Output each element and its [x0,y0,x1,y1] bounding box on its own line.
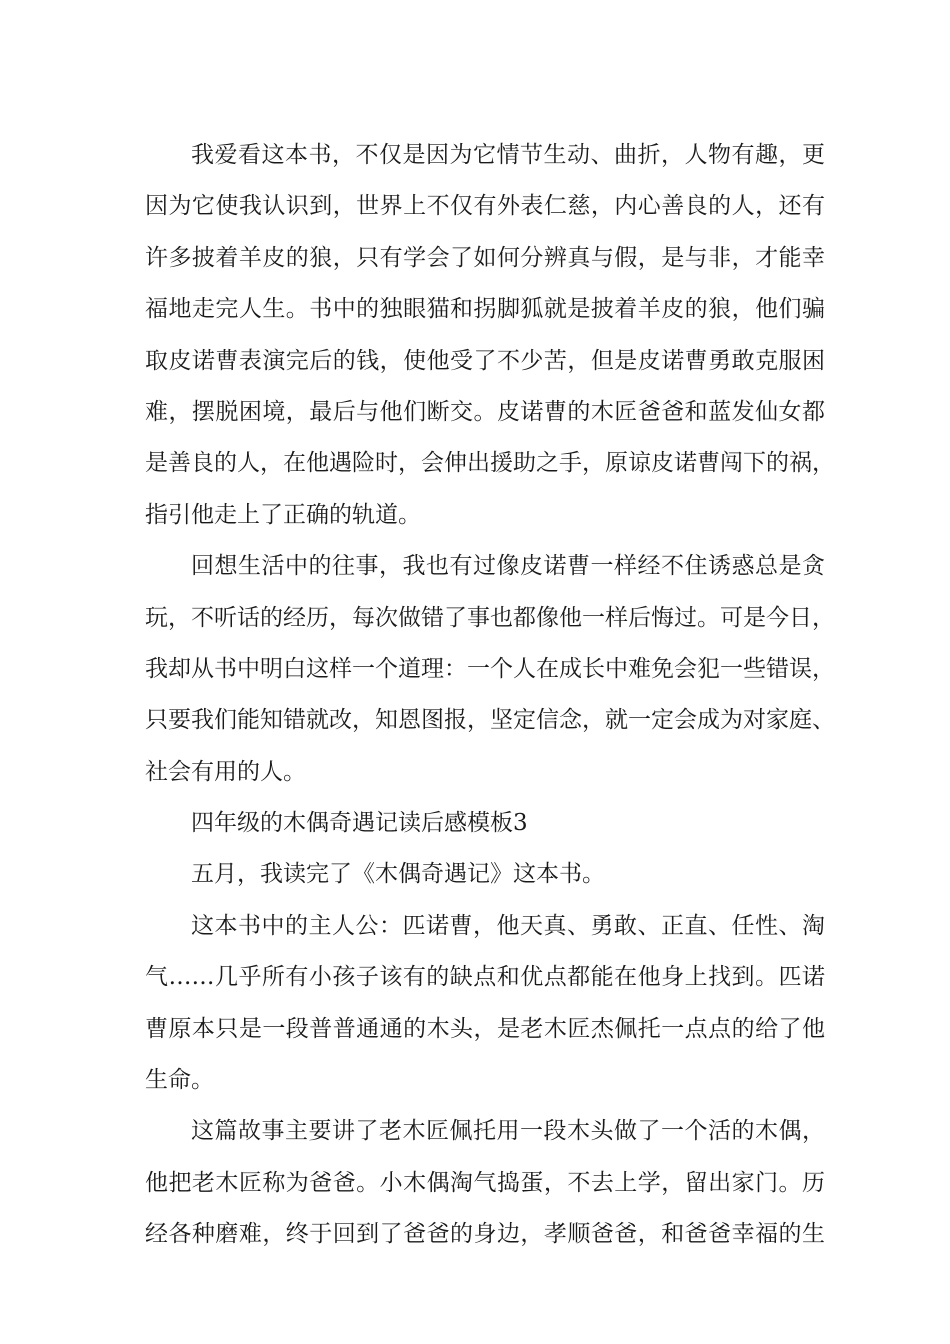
paragraph-2-line-5: 社会有用的人。 [145,758,306,785]
paragraph-4-line-1: 五月，我读完了《木偶奇遇记》这本书。 [191,861,605,888]
paragraph-1-line-6: 难，摆脱困境，最后与他们断交。皮诺曹的木匠爸爸和蓝发仙女都 [145,398,825,425]
paragraph-1-line-3: 许多披着羊皮的狼，只有学会了如何分辨真与假，是与非，才能幸 [145,244,825,271]
paragraph-2-line-4: 只要我们能知错就改，知恩图报，坚定信念，就一定会成为对家庭、 [145,707,835,734]
paragraph-1-line-1: 我爱看这本书，不仅是因为它情节生动、曲折，人物有趣，更 [191,142,825,168]
document-body [145,130,835,1261]
paragraph-6-line-3: 经各种磨难，终于回到了爸爸的身边，孝顺爸爸，和爸爸幸福的生 [145,1221,825,1248]
paragraph-1-line-5: 取皮诺曹表演完后的钱，使他受了不少苦，但是皮诺曹勇敢克服困 [145,347,825,374]
paragraph-5-line-3: 曹原本只是一段普普通通的木头，是老木匠杰佩托一点点的给了他 [145,1015,825,1042]
paragraph-2-line-1: 回想生活中的往事，我也有过像皮诺曹一样经不住诱惑总是贪 [191,553,825,580]
paragraph-2-line-2: 玩，不听话的经历，每次做错了事也都像他一样后悔过。可是今日， [145,604,835,631]
paragraph-2-line-3: 我却从书中明白这样一个道理：一个人在成长中难免会犯一些错误， [145,655,835,682]
section-heading: 四年级的木偶奇遇记读后感模板3 [191,810,528,837]
paragraph-6-line-2: 他把老木匠称为爸爸。小木偶淘气捣蛋，不去上学，留出家门。历 [145,1169,825,1196]
paragraph-1-line-8: 指引他走上了正确的轨道。 [145,501,421,528]
paragraph-5-line-4: 生命。 [145,1067,214,1094]
paragraph-6-line-1: 这篇故事主要讲了老木匠佩托用一段木头做了一个活的木偶， [191,1118,825,1145]
paragraph-1-line-2: 因为它使我认识到，世界上不仅有外表仁慈，内心善良的人，还有 [145,193,825,220]
paragraph-5-line-1: 这本书中的主人公：匹诺曹，他天真、勇敢、正直、任性、淘 [191,912,825,939]
paragraph-1-line-7: 是善良的人，在他遇险时，会伸出援助之手，原谅皮诺曹闯下的祸， [145,450,835,477]
paragraph-1-line-4: 福地走完人生。书中的独眼猫和拐脚狐就是披着羊皮的狼，他们骗 [145,296,825,323]
paragraph-5-line-2: 气……几乎所有小孩子该有的缺点和优点都能在他身上找到。匹诺 [145,964,825,991]
